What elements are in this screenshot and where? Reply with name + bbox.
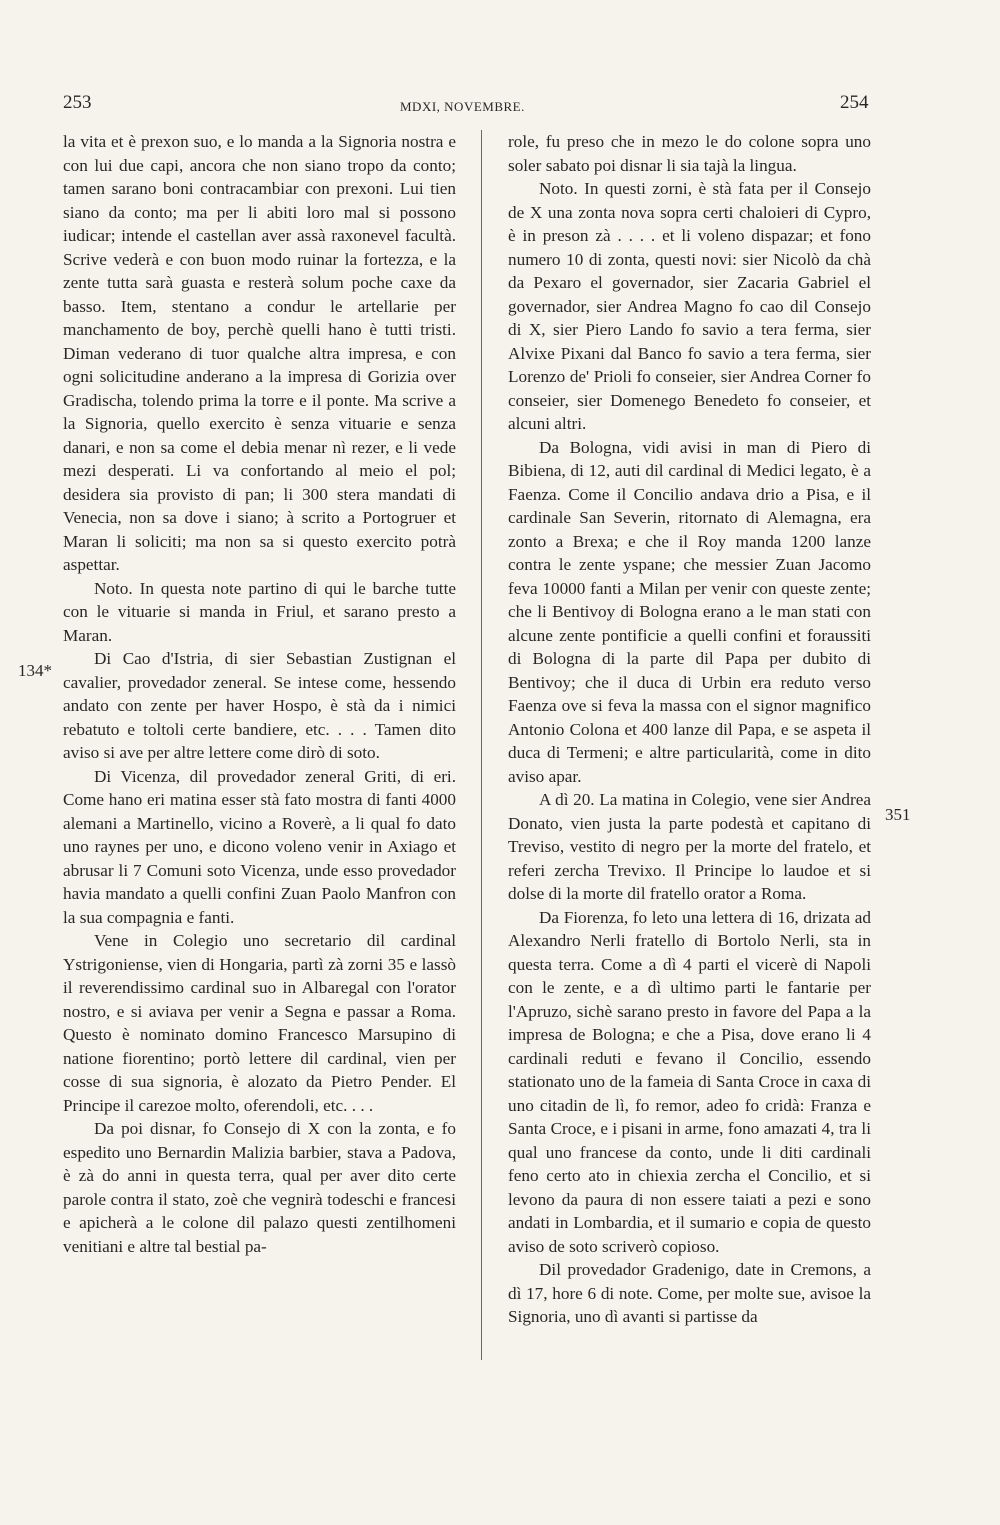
page-number-left: 253 (63, 92, 92, 113)
left-column (63, 130, 456, 1258)
paragraph: Noto. In questi zorni, è stà fata per il Consejo de X una zonta nova sopra certi chaloieri di Cypro, è in preson zà . . . . et li voleno dispazar; et fono numero 10 di zonta, questi novi: sier Nicolò da chà da Pexaro el governador, sier Zacaria Gabriel el governador, sier Andrea Magno fo cao dil Consejo di X, sier Piero Lando fo savio a tera ferma, sier Alvixe Pixani dal Banco fo savio a tera ferma, sier Lorenzo de' Prioli fo conseier, sier Andrea Corner fo conseier, sier Domenego Benedeto fo conseier, et alcuni altri. (508, 179, 871, 433)
paragraph: Vene in Colegio uno secretario dil cardinal Ystrigoniense, vien di Hongaria, partì zà zorni 35 e lassò il reverendissimo cardinal suo in Albaregal con l'orator nostro, e si aviava per venir a Segna e passar a Roma. Questo è nominato domino Francesco Marsupino di natione fiorentino; portò lettere dil cardinal, vien per cosse di sua signoria, è alozato da Pietro Pender. El Principe il carezoe molto, oferendoli, etc. . . . (63, 931, 456, 1115)
paragraph: Da Fiorenza, fo leto una lettera di 16, drizata ad Alexandro Nerli fratello di Bortolo Nerli, sta in questa terra. Come a dì 4 parti el vicerè di Napoli con le zente, e a dì ultimo parti le fantarie per l'Apruzo, sichè sarano presto in favore del Papa a la impresa de Bologna; e che a Pisa, dove erano li 4 cardinali reduti e fevano il Concilio, essendo stationato uno de la fameia di Santa Croce in caxa di uno citadin de lì, fo remor, adeo fo cridà: Franza e Santa Croce, e i pisani in arme, fono amazati 4, tra li qual uno francese da conto, unde li diti cardinali feno certo ato in chiexia zercha el Concilio, et si levono da paura di non essere taiati a pezi e sono andati in Lombardia, et il sumario e copia de questo aviso de soto scriverò copioso. (508, 907, 871, 1256)
running-title: MDXI, NOVEMBRE. (400, 99, 525, 114)
paragraph: A dì 20. La matina in Colegio, vene sier Andrea Donato, vien justa la parte podestà et capitano di Treviso, vestito di negro per la morte del fratelo, et referi zercha Trevixo. Il Principe lo laudoe et si dolse di la morte dil fratello orator a Roma. (508, 790, 871, 903)
paragraph: la vita et è prexon suo, e lo manda a la Signoria nostra e con lui due capi, ancora che non siano tropo da conto; tamen sarano boni contracambiar con prexoni. Lui tien siano da conto; ma per li abiti loro mal si possono iudicar; intende el castellan aver assà raxonevel facultà. Scrive vederà e con buon modo ruinar la fortezza, e la zente tutta sarà guasta e resterà solum poche caxe da basso. Item, stentano a condur le artellarie per manchamento de boy, perchè quelli hano è tutti tristi. Diman vederano di tuor qualche altra impresa, e con ogni solicitudine anderano a la impresa di Gorizia over Gradischa, tolendo prima la torre e il ponte. Ma scrive a la Signoria, quello exercito è senza vituarie e senza danari, e non sa come el debia menar nì rezer, e li vede mezi desperati. Li va confortando al meio el pol; desidera sia provisto di pan; li 300 stera mandati di Venecia, non sa dove i siano; à scrito a Portogruer et Maran li soliciti; ma non sa si questo exercito potrà aspettar. (63, 132, 456, 574)
margin-note-left: 134* (18, 661, 52, 680)
paragraph: Di Vicenza, dil provedador zeneral Griti, di eri. Come hano eri matina esser stà fato mostra di fanti 4000 alemani a Martinello, vicino a Roverè, a li qual fo dato uno raynes per uno, e dicono voleno venir in Axiago et abrusar li 7 Comuni soto Vicenza, unde esso provedador havia mandato a quelli confini Zuan Paolo Manfron con la sua compagnia e fanti. (63, 766, 456, 927)
paragraph: Da poi disnar, fo Consejo di X con la zonta, e fo espedito uno Bernardin Malizia barbier, stava a Padova, è zà do anni in questa terra, qual per aver dito certe parole contra il stato, zoè che vegnirà todeschi e francesi e apicherà a le colone dil palazo questi zentilhomeni venitiani e altre tal bestial pa- (63, 1119, 456, 1256)
paragraph: Da Bologna, vidi avisi in man di Piero di Bibiena, di 12, auti dil cardinal di Medici legato, è a Faenza. Come il Concilio andava drio a Pisa, e il cardinale San Severin, ritornato di Alemagna, era zonto a Brexa; e che il Roy manda 1200 lanze contra le zente yspane; che messier Zuan Jacomo feva 10000 fanti a Milan per venir con queste zente; che li Bentivoy di Bologna erano a le man stati con alcune zente pontificie a quelli confini et foraussiti di Bologna di la parte dil Papa per dubito di Bentivoy; che il duca di Urbin era reduto verso Faenza ove si feva la massa con el signor magnifico Antonio Colona et 400 lanze dil Papa, e se aspeta il duca di Termeni; e altre particularità, come in dito aviso apar. (508, 437, 871, 786)
right-column (508, 130, 871, 1329)
column-divider (481, 130, 482, 1360)
margin-note-right: 351 (885, 805, 911, 824)
paragraph: Di Cao d'Istria, di sier Sebastian Zustignan el cavalier, provedador zeneral. Se intese come, hessendo andato con zente per haver Hospo, è stà da i nimici rebatuto e toltoli certe bandiere, etc. . . . Tamen dito aviso si ave per altre lettere come dirò di soto. (63, 649, 456, 762)
page-number-right: 254 (840, 92, 869, 113)
paragraph: Dil provedador Gradenigo, date in Cremons, a dì 17, hore 6 di note. Come, per molte sue, avisoe la Signoria, uno dì avanti si partisse da (508, 1260, 871, 1326)
paragraph: role, fu preso che in mezo le do colone sopra uno soler sabato poi disnar li sia tajà la lingua. (508, 132, 871, 175)
paragraph: Noto. In questa note partino di qui le barche tutte con le vituarie si manda in Friul, et sarano presto a Maran. (63, 578, 456, 645)
